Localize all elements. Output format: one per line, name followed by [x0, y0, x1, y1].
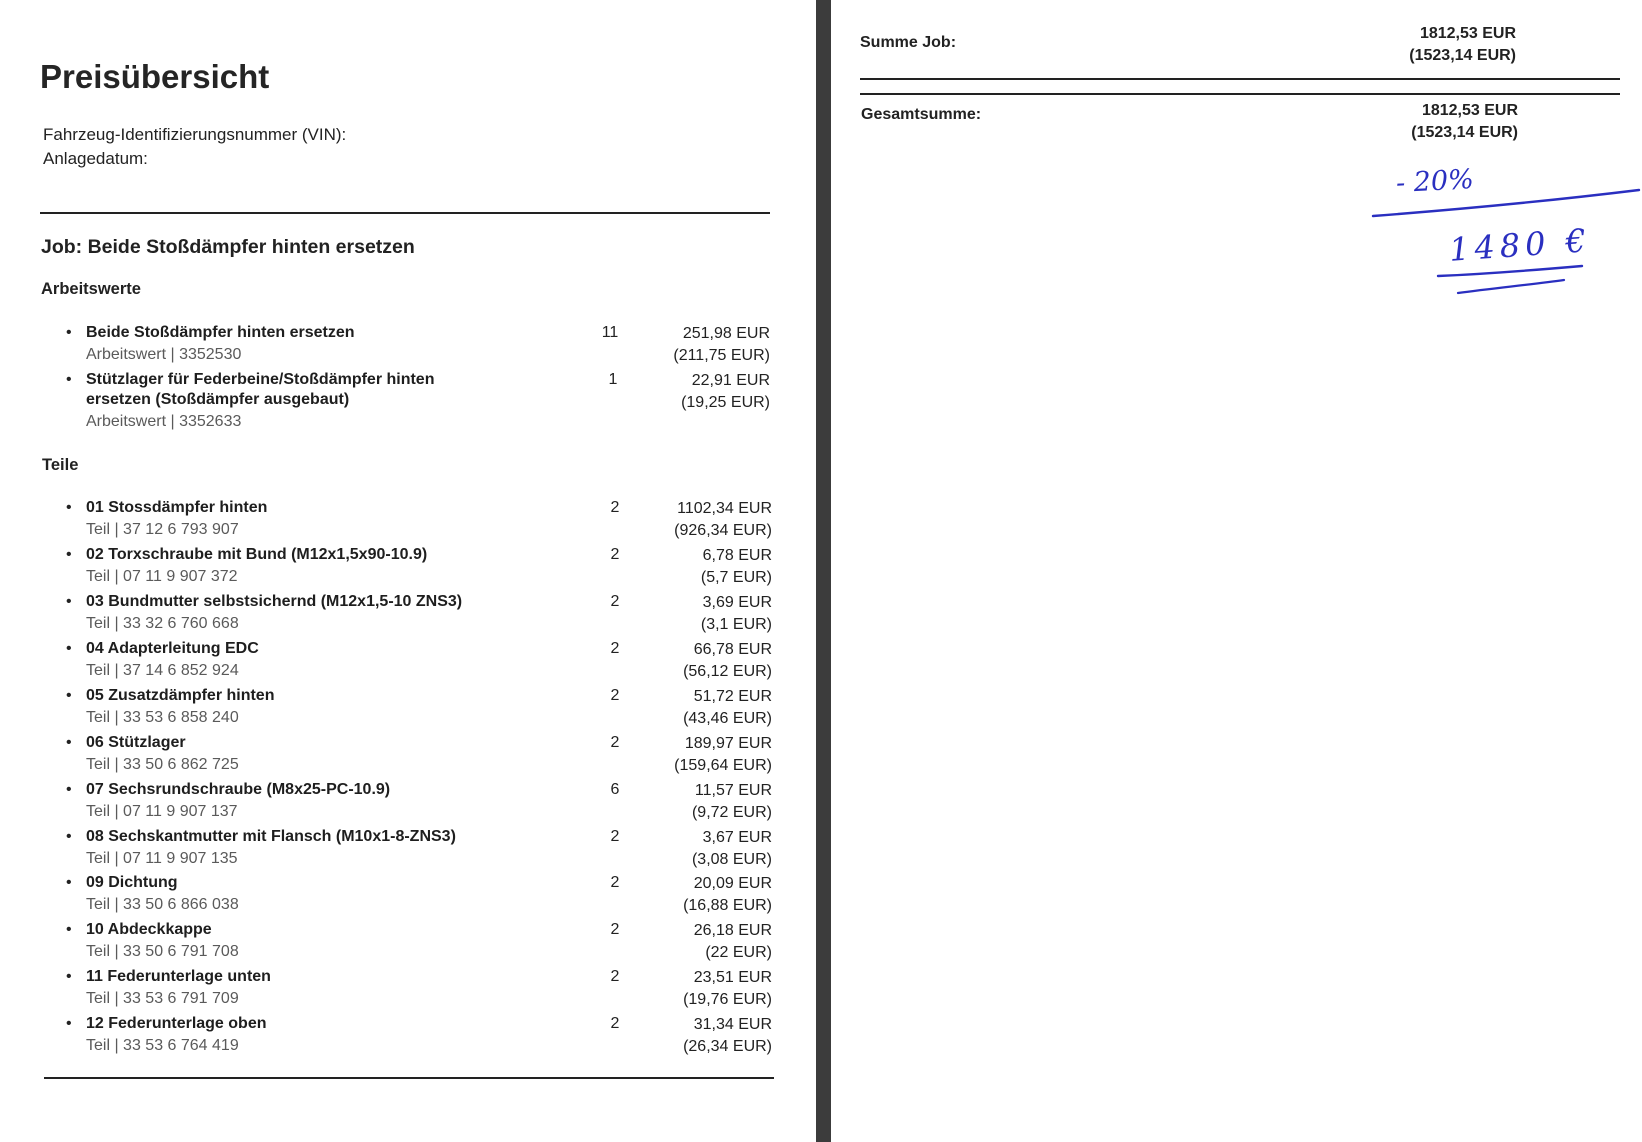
page-separator [816, 0, 831, 1142]
page-title: Preisübersicht [40, 58, 270, 95]
bullet-icon: • [66, 640, 72, 657]
item-net: (5,7 EUR) [700, 569, 772, 586]
item-qty: 2 [610, 968, 620, 985]
item-qty: 2 [610, 828, 620, 845]
handwritten-price-underline [1436, 262, 1586, 296]
item-price [692, 780, 772, 824]
item-gross: 3,69 EUR [702, 594, 772, 611]
bullet-icon: • [66, 687, 72, 704]
handwritten-price: 1480 € [1447, 221, 1593, 269]
item-gross: 31,34 EUR [693, 1016, 772, 1033]
item-net: (19,76 EUR) [683, 991, 772, 1008]
job-title: Job: Beide Stoßdämpfer hinten ersetzen [41, 236, 415, 258]
item-sub: Teil | 37 14 6 852 924 [86, 662, 239, 679]
right-page [831, 0, 1642, 1142]
item-name: 06 Stützlager [86, 734, 186, 751]
item-net: (3,1 EUR) [700, 616, 772, 633]
item-price [683, 873, 772, 917]
item-sub: Teil | 33 50 6 866 038 [86, 896, 239, 913]
item-price [692, 827, 772, 871]
item-gross: 22,91 EUR [691, 372, 770, 389]
bullet-icon: • [66, 499, 72, 516]
item-qty: 1 [608, 371, 618, 388]
item-name: 03 Bundmutter selbstsichernd (M12x1,5-10 ZNS3) [86, 593, 463, 610]
item-gross: 66,78 EUR [693, 641, 772, 658]
bullet-icon: • [66, 546, 72, 563]
item-qty: 2 [610, 734, 620, 751]
bullet-icon: • [66, 593, 72, 610]
total-gross: 1812,53 EUR [1421, 102, 1518, 119]
item-qty: 2 [610, 687, 620, 704]
item-net: (3,08 EUR) [691, 851, 772, 868]
bullet-icon: • [66, 371, 72, 388]
header-divider [40, 212, 770, 214]
item-qty: 2 [610, 921, 620, 938]
item-name: 01 Stossdämpfer hinten [86, 499, 268, 516]
item-net: (16,88 EUR) [683, 897, 772, 914]
item-sub: Teil | 37 12 6 793 907 [86, 521, 239, 538]
job-sum-label: Summe Job: [860, 34, 957, 51]
item-net: (159,64 EUR) [674, 757, 772, 774]
item-price [681, 370, 770, 414]
total-amount [1411, 100, 1518, 144]
item-price [701, 592, 772, 636]
handwritten-discount: - 20% [1395, 163, 1475, 200]
footer-divider [44, 1077, 774, 1079]
bullet-icon: • [66, 968, 72, 985]
job-sum-amount [1409, 23, 1516, 67]
item-net: (9,72 EUR) [691, 804, 772, 821]
item-gross: 189,97 EUR [684, 735, 772, 752]
item-price [683, 639, 772, 683]
item-name: 09 Dichtung [86, 874, 178, 891]
item-sub: Teil | 33 32 6 760 668 [86, 615, 239, 632]
item-net: (56,12 EUR) [683, 663, 772, 680]
item-sub: Teil | 33 53 6 764 419 [86, 1037, 239, 1054]
item-price [701, 545, 772, 589]
item-gross: 26,18 EUR [693, 922, 772, 939]
item-qty: 2 [610, 593, 620, 610]
item-name: 07 Sechsrundschraube (M8x25-PC-10.9) [86, 781, 391, 798]
item-sub: Arbeitswert | 3352633 [86, 413, 242, 430]
vin-label: Fahrzeug-Identifizierungsnummer (VIN): [43, 125, 347, 144]
parts-heading: Teile [42, 456, 79, 474]
job-sum-gross: 1812,53 EUR [1419, 25, 1516, 42]
item-net: (22 EUR) [705, 944, 772, 961]
item-price [694, 920, 772, 964]
total-label: Gesamtsumme: [861, 106, 982, 123]
sum-divider-1 [860, 78, 1620, 80]
item-gross: 20,09 EUR [693, 875, 772, 892]
item-sub: Teil | 07 11 9 907 372 [86, 568, 238, 585]
item-qty: 2 [610, 499, 620, 516]
item-qty: 2 [610, 1015, 620, 1032]
item-qty: 11 [601, 324, 619, 341]
bullet-icon: • [66, 921, 72, 938]
item-sub: Teil | 33 53 6 858 240 [86, 709, 239, 726]
item-gross: 6,78 EUR [702, 547, 772, 564]
item-name: 12 Federunterlage oben [86, 1015, 267, 1032]
item-name: Beide Stoßdämpfer hinten ersetzen [86, 324, 355, 341]
item-gross: 51,72 EUR [693, 688, 772, 705]
item-net: (926,34 EUR) [674, 522, 772, 539]
item-qty: 6 [610, 781, 620, 798]
item-sub: Teil | 07 11 9 907 135 [86, 850, 238, 867]
date-label: Anlagedatum: [43, 149, 148, 168]
item-name: Stützlager für Federbeine/Stoßdämpfer hinten ersetzen (Stoßdämpfer ausgebaut) [86, 371, 435, 408]
item-gross: 251,98 EUR [682, 325, 770, 342]
total-net: (1523,14 EUR) [1411, 124, 1518, 141]
bullet-icon: • [66, 324, 72, 341]
item-name: 05 Zusatzdämpfer hinten [86, 687, 275, 704]
item-net: (43,46 EUR) [683, 710, 772, 727]
item-gross: 3,67 EUR [702, 829, 772, 846]
item-sub: Teil | 33 50 6 862 725 [86, 756, 239, 773]
item-price [683, 967, 772, 1011]
item-gross: 23,51 EUR [693, 969, 772, 986]
labor-heading: Arbeitswerte [41, 280, 141, 298]
item-price [674, 733, 772, 777]
item-price [673, 323, 770, 367]
handwritten-underline [1371, 180, 1641, 220]
item-name: 10 Abdeckkappe [86, 921, 212, 938]
job-sum-net: (1523,14 EUR) [1409, 47, 1516, 64]
bullet-icon: • [66, 828, 72, 845]
item-qty: 2 [610, 546, 620, 563]
item-name: 04 Adapterleitung EDC [86, 640, 259, 657]
item-net: (26,34 EUR) [683, 1038, 772, 1055]
item-name: 08 Sechskantmutter mit Flansch (M10x1-8-ZNS3) [86, 828, 456, 845]
left-page [0, 0, 812, 1142]
item-name: 11 Federunterlage unten [86, 968, 271, 985]
item-sub: Teil | 07 11 9 907 137 [86, 803, 238, 820]
item-gross: 11,57 EUR [694, 782, 772, 799]
bullet-icon: • [66, 734, 72, 751]
item-gross: 1102,34 EUR [677, 500, 772, 517]
item-name: 02 Torxschraube mit Bund (M12x1,5x90-10.9) [86, 546, 428, 563]
item-price [683, 1014, 772, 1058]
item-net: (211,75 EUR) [673, 347, 770, 364]
item-qty: 2 [610, 874, 620, 891]
item-qty: 2 [610, 640, 620, 657]
bullet-icon: • [66, 874, 72, 891]
sum-divider-2 [860, 93, 1620, 95]
item-price [674, 498, 772, 542]
item-sub: Teil | 33 53 6 791 709 [86, 990, 239, 1007]
item-net: (19,25 EUR) [681, 394, 770, 411]
bullet-icon: • [66, 1015, 72, 1032]
item-sub: Arbeitswert | 3352530 [86, 346, 242, 363]
bullet-icon: • [66, 781, 72, 798]
item-price [683, 686, 772, 730]
item-sub: Teil | 33 50 6 791 708 [86, 943, 239, 960]
